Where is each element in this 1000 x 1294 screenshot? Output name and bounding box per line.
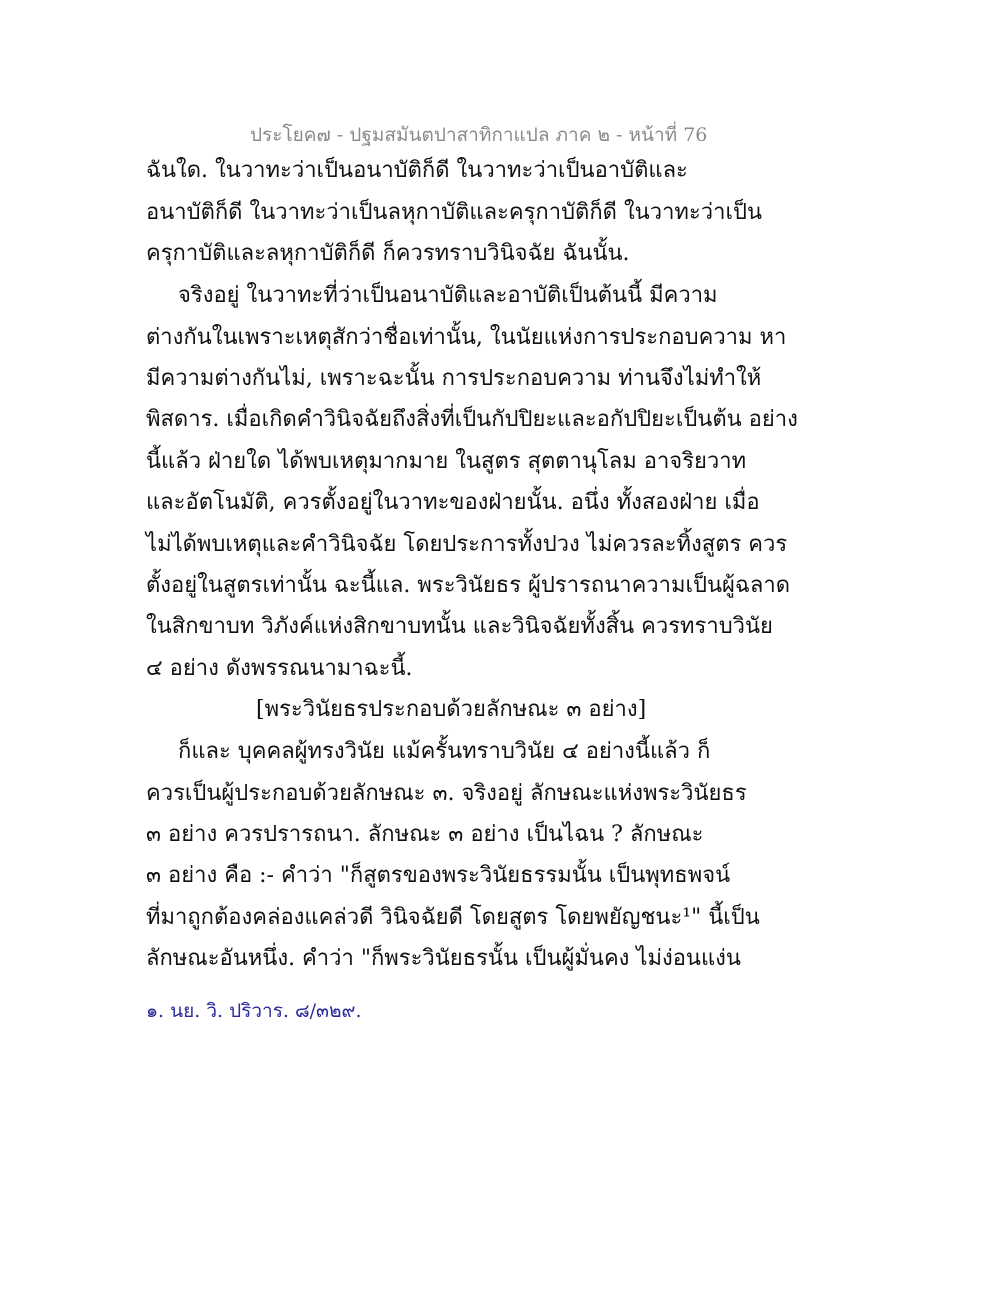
body-line-20: ลักษณะอันหนึ่ง. คำว่า "ก็พระวินัยธรนั้น เป็นผู้มั่นคง ไม่ง่อนแง่น [146, 946, 741, 971]
body-line-11: ตั้งอยู่ในสูตรเท่านั้น ฉะนี้แล. พระวินัยธร ผู้ปรารถนาความเป็นผู้ฉลาด [146, 573, 791, 598]
body-line-13: ๔ อย่าง ดังพรรณนามาฉะนี้. [146, 656, 413, 681]
body-line-15: ก็และ บุคคลผู้ทรงวินัย แม้ครั้นทราบวินัย ๔ อย่างนี้แล้ว ก็ [178, 739, 711, 764]
body-line-4: จริงอยู่ ในวาทะที่ว่าเป็นอนาบัติและอาบัติเป็นต้นนี้ มีความ [178, 283, 718, 308]
body-line-17: ๓ อย่าง ควรปรารถนา. ลักษณะ ๓ อย่าง เป็นไฉน ? ลักษณะ [146, 822, 704, 847]
footnote: ๑. นย. วิ. ปริวาร. ๘/๓๒๙. [146, 1000, 362, 1022]
page-header: ประโยค๗ - ปฐมสมันตปาสาทิกาแปล ภาค ๒ - หน้าที่ 76 [250, 124, 708, 146]
body-line-19: ที่มาถูกต้องคล่องแคล่วดี วินิจฉัยดี โดยสูตร โดยพยัญชนะ¹" นี้เป็น [146, 905, 760, 930]
body-line-8: นี้แล้ว ฝ่ายใด ได้พบเหตุมากมาย ในสูตร สุตตานุโลม อาจริยวาท [146, 449, 747, 474]
body-line-10: ไม่ได้พบเหตุและคำวินิจฉัย โดยประการทั้งปวง ไม่ควรละทิ้งสูตร ควร [146, 532, 788, 557]
body-line-7: พิสดาร. เมื่อเกิดคำวินิจฉัยถึงสิ่งที่เป็นกัปปิยะและอกัปปิยะเป็นต้น อย่าง [146, 407, 798, 432]
body-line-12: ในสิกขาบท วิภังค์แห่งสิกขาบทนั้น และวินิจฉัยทั้งสิ้น ควรทราบวินัย [146, 614, 773, 639]
section-heading: [พระวินัยธรประกอบด้วยลักษณะ ๓ อย่าง] [256, 697, 647, 722]
body-line-3: ครุกาบัติและลหุกาบัติก็ดี ก็ควรทราบวินิจฉัย ฉันนั้น. [146, 241, 630, 266]
body-line-5: ต่างกันในเพราะเหตุสักว่าชื่อเท่านั้น, ในนัยแห่งการประกอบความ หา [146, 325, 787, 350]
body-line-18: ๓ อย่าง คือ :- คำว่า "ก็สูตรของพระวินัยธรรมนั้น เป็นพุทธพจน์ [146, 863, 731, 888]
body-line-6: มีความต่างกันไม่, เพราะฉะนั้น การประกอบความ ท่านจึงไม่ทำให้ [146, 366, 762, 391]
body-line-16: ควรเป็นผู้ประกอบด้วยลักษณะ ๓. จริงอยู่ ลักษณะแห่งพระวินัยธร [146, 781, 747, 806]
body-line-2: อนาบัติก็ดี ในวาทะว่าเป็นลหุกาบัติและครุกาบัติก็ดี ในวาทะว่าเป็น [146, 200, 762, 225]
body-line-1: ฉันใด. ในวาทะว่าเป็นอนาบัติก็ดี ในวาทะว่าเป็นอาบัติและ [146, 158, 688, 183]
body-line-9: และอัตโนมัติ, ควรตั้งอยู่ในวาทะของฝ่ายนั้น. อนึ่ง ทั้งสองฝ่าย เมื่อ [146, 490, 760, 515]
